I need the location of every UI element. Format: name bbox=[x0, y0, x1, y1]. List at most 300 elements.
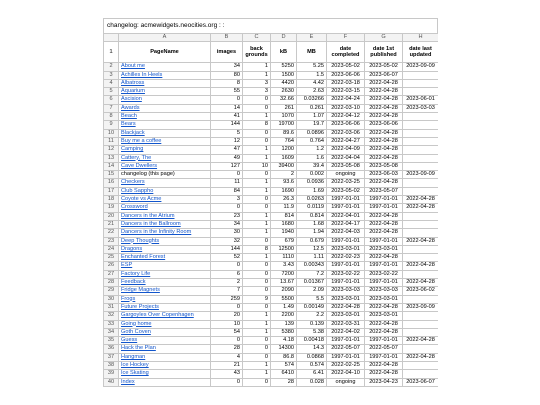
row-number[interactable]: 15 bbox=[104, 171, 119, 179]
backgrounds-cell[interactable]: 0 bbox=[243, 378, 271, 386]
kb-cell[interactable]: 26.3 bbox=[271, 196, 297, 204]
page-link[interactable]: Club Sappho bbox=[121, 187, 154, 194]
header-cell[interactable]: date last updated bbox=[403, 42, 439, 63]
images-cell[interactable]: 80 bbox=[211, 71, 243, 79]
page-link[interactable]: Index bbox=[121, 378, 135, 385]
backgrounds-cell[interactable]: 1 bbox=[243, 212, 271, 220]
page-name-cell[interactable] bbox=[119, 328, 211, 336]
date-first-published-cell[interactable]: 2023-05-08 bbox=[365, 162, 403, 170]
date-completed-cell[interactable]: 1997-01-01 bbox=[327, 262, 365, 270]
page-name-cell[interactable]: changelog (this page) bbox=[119, 171, 211, 179]
header-cell[interactable]: MB bbox=[297, 42, 327, 63]
page-link[interactable]: Cave Dwellers bbox=[121, 162, 158, 169]
date-completed-cell[interactable]: ongoing bbox=[327, 378, 365, 386]
row-number[interactable]: 11 bbox=[104, 137, 119, 145]
backgrounds-cell[interactable]: 1 bbox=[243, 328, 271, 336]
row-number[interactable]: 14 bbox=[104, 162, 119, 170]
page-name-cell[interactable] bbox=[119, 353, 211, 361]
images-cell[interactable]: 32 bbox=[211, 237, 243, 245]
date-completed-cell[interactable]: 2022-04-27 bbox=[327, 137, 365, 145]
kb-cell[interactable]: 11.9 bbox=[271, 204, 297, 212]
row-number[interactable]: 36 bbox=[104, 345, 119, 353]
mb-cell[interactable]: 12.5 bbox=[297, 245, 327, 253]
row-number[interactable]: 12 bbox=[104, 146, 119, 154]
date-completed-cell[interactable]: 2023-03-01 bbox=[327, 295, 365, 303]
kb-cell[interactable]: 1200 bbox=[271, 146, 297, 154]
images-cell[interactable]: 47 bbox=[211, 146, 243, 154]
mb-cell[interactable]: 0.261 bbox=[297, 104, 327, 112]
images-cell[interactable]: 6 bbox=[211, 270, 243, 278]
kb-cell[interactable]: 5380 bbox=[271, 328, 297, 336]
kb-cell[interactable]: 28 bbox=[271, 378, 297, 386]
date-first-published-cell[interactable]: 2022-05-07 bbox=[365, 345, 403, 353]
date-last-updated-cell[interactable] bbox=[403, 245, 439, 253]
page-name-cell[interactable] bbox=[119, 254, 211, 262]
page-name-cell[interactable] bbox=[119, 303, 211, 311]
page-link[interactable]: Hangman bbox=[121, 353, 146, 360]
images-cell[interactable]: 2 bbox=[211, 279, 243, 287]
date-first-published-cell[interactable]: 1997-01-01 bbox=[365, 237, 403, 245]
date-completed-cell[interactable]: 1997-01-01 bbox=[327, 337, 365, 345]
date-last-updated-cell[interactable]: 2023-09-09 bbox=[403, 63, 439, 71]
images-cell[interactable]: 54 bbox=[211, 328, 243, 336]
backgrounds-cell[interactable]: 0 bbox=[243, 196, 271, 204]
date-last-updated-cell[interactable] bbox=[403, 179, 439, 187]
page-link[interactable]: ESP bbox=[121, 262, 133, 269]
mb-cell[interactable]: 1.2 bbox=[297, 146, 327, 154]
mb-cell[interactable]: 1.68 bbox=[297, 220, 327, 228]
header-cell[interactable]: back grounds bbox=[243, 42, 271, 63]
mb-cell[interactable]: 0.00149 bbox=[297, 303, 327, 311]
date-first-published-cell[interactable]: 2022-04-28 bbox=[365, 79, 403, 87]
row-number[interactable]: 20 bbox=[104, 212, 119, 220]
row-number[interactable]: 19 bbox=[104, 204, 119, 212]
images-cell[interactable]: 30 bbox=[211, 229, 243, 237]
backgrounds-cell[interactable]: 1 bbox=[243, 220, 271, 228]
images-cell[interactable]: 5 bbox=[211, 129, 243, 137]
kb-cell[interactable]: 14300 bbox=[271, 345, 297, 353]
backgrounds-cell[interactable]: 0 bbox=[243, 96, 271, 104]
formula-bar[interactable]: changelog: acmewidgets.neocities.org : : bbox=[103, 18, 438, 33]
mb-cell[interactable]: 0.574 bbox=[297, 361, 327, 369]
images-cell[interactable]: 84 bbox=[211, 187, 243, 195]
backgrounds-cell[interactable]: 3 bbox=[243, 88, 271, 96]
date-completed-cell[interactable]: 2022-03-06 bbox=[327, 129, 365, 137]
page-link[interactable]: Bears bbox=[121, 121, 136, 128]
page-name-cell[interactable] bbox=[119, 212, 211, 220]
mb-cell[interactable]: 4.42 bbox=[297, 79, 327, 87]
page-link[interactable]: Ascision bbox=[121, 96, 142, 103]
mb-cell[interactable]: 0.002 bbox=[297, 171, 327, 179]
page-name-cell[interactable] bbox=[119, 137, 211, 145]
date-first-published-cell[interactable]: 2023-03-01 bbox=[365, 312, 403, 320]
row-number[interactable]: 7 bbox=[104, 104, 119, 112]
row-number[interactable]: 22 bbox=[104, 229, 119, 237]
images-cell[interactable]: 259 bbox=[211, 295, 243, 303]
date-first-published-cell[interactable]: 1997-01-01 bbox=[365, 196, 403, 204]
date-completed-cell[interactable]: 2023-03-01 bbox=[327, 312, 365, 320]
row-number[interactable]: 39 bbox=[104, 370, 119, 378]
kb-cell[interactable]: 19700 bbox=[271, 121, 297, 129]
backgrounds-cell[interactable]: 0 bbox=[243, 137, 271, 145]
date-first-published-cell[interactable]: 2022-04-28 bbox=[365, 370, 403, 378]
date-last-updated-cell[interactable]: 2022-04-28 bbox=[403, 353, 439, 361]
mb-cell[interactable]: 6.41 bbox=[297, 370, 327, 378]
row-number[interactable]: 38 bbox=[104, 361, 119, 369]
backgrounds-cell[interactable]: 1 bbox=[243, 71, 271, 79]
date-last-updated-cell[interactable]: 2023-09-09 bbox=[403, 171, 439, 179]
page-name-cell[interactable] bbox=[119, 237, 211, 245]
row-number[interactable]: 10 bbox=[104, 129, 119, 137]
kb-cell[interactable]: 12500 bbox=[271, 245, 297, 253]
row-number[interactable]: 4 bbox=[104, 79, 119, 87]
date-last-updated-cell[interactable] bbox=[403, 361, 439, 369]
backgrounds-cell[interactable]: 1 bbox=[243, 370, 271, 378]
header-cell[interactable]: images bbox=[211, 42, 243, 63]
date-first-published-cell[interactable]: 2022-04-28 bbox=[365, 328, 403, 336]
row-number[interactable]: 24 bbox=[104, 245, 119, 253]
row-number[interactable]: 25 bbox=[104, 254, 119, 262]
row-number[interactable]: 21 bbox=[104, 220, 119, 228]
backgrounds-cell[interactable]: 9 bbox=[243, 295, 271, 303]
page-name-cell[interactable] bbox=[119, 96, 211, 104]
date-first-published-cell[interactable]: 1997-01-01 bbox=[365, 262, 403, 270]
date-first-published-cell[interactable]: 2022-04-28 bbox=[365, 320, 403, 328]
backgrounds-cell[interactable]: 0 bbox=[243, 270, 271, 278]
page-link[interactable]: Gargoyles Over Copenhagen bbox=[121, 312, 194, 319]
page-name-cell[interactable] bbox=[119, 320, 211, 328]
backgrounds-cell[interactable]: 1 bbox=[243, 154, 271, 162]
row-number[interactable]: 9 bbox=[104, 121, 119, 129]
page-link[interactable]: Dancers in the Infinity Room bbox=[121, 229, 192, 236]
images-cell[interactable]: 3 bbox=[211, 196, 243, 204]
mb-cell[interactable]: 0.03266 bbox=[297, 96, 327, 104]
row-number[interactable]: 17 bbox=[104, 187, 119, 195]
images-cell[interactable]: 34 bbox=[211, 63, 243, 71]
mb-cell[interactable]: 5.38 bbox=[297, 328, 327, 336]
date-last-updated-cell[interactable]: 2023-06-02 bbox=[403, 287, 439, 295]
mb-cell[interactable]: 7.2 bbox=[297, 270, 327, 278]
date-last-updated-cell[interactable]: 2022-04-28 bbox=[403, 279, 439, 287]
page-name-cell[interactable] bbox=[119, 113, 211, 121]
mb-cell[interactable]: 1.94 bbox=[297, 229, 327, 237]
date-completed-cell[interactable]: 2022-04-09 bbox=[327, 146, 365, 154]
date-first-published-cell[interactable]: 1997-01-01 bbox=[365, 353, 403, 361]
kb-cell[interactable]: 1690 bbox=[271, 187, 297, 195]
images-cell[interactable]: 0 bbox=[211, 378, 243, 386]
kb-cell[interactable]: 261 bbox=[271, 104, 297, 112]
date-first-published-cell[interactable]: 2022-04-28 bbox=[365, 229, 403, 237]
date-first-published-cell[interactable]: 2022-04-28 bbox=[365, 137, 403, 145]
date-first-published-cell[interactable]: 2023-05-07 bbox=[365, 187, 403, 195]
row-number[interactable]: 18 bbox=[104, 196, 119, 204]
date-last-updated-cell[interactable]: 2022-04-28 bbox=[403, 204, 439, 212]
kb-cell[interactable]: 93.6 bbox=[271, 179, 297, 187]
kb-cell[interactable]: 764 bbox=[271, 137, 297, 145]
page-link[interactable]: Aquarium bbox=[121, 88, 145, 95]
images-cell[interactable]: 0 bbox=[211, 96, 243, 104]
page-link[interactable]: Beach bbox=[121, 113, 137, 120]
date-completed-cell[interactable]: 2022-03-25 bbox=[327, 179, 365, 187]
date-first-published-cell[interactable]: 2023-06-07 bbox=[365, 71, 403, 79]
date-completed-cell[interactable]: 1997-01-01 bbox=[327, 196, 365, 204]
row-number[interactable]: 37 bbox=[104, 353, 119, 361]
images-cell[interactable]: 127 bbox=[211, 162, 243, 170]
page-link[interactable]: Deep Thoughts bbox=[121, 237, 160, 244]
page-link[interactable]: Going home bbox=[121, 320, 152, 327]
page-name-cell[interactable] bbox=[119, 104, 211, 112]
mb-cell[interactable]: 0.00418 bbox=[297, 337, 327, 345]
page-name-cell[interactable] bbox=[119, 187, 211, 195]
page-link[interactable]: Hack the Plan bbox=[121, 345, 156, 352]
date-last-updated-cell[interactable] bbox=[403, 220, 439, 228]
images-cell[interactable]: 55 bbox=[211, 88, 243, 96]
mb-cell[interactable]: 0.764 bbox=[297, 137, 327, 145]
date-completed-cell[interactable]: 1997-01-01 bbox=[327, 237, 365, 245]
date-completed-cell[interactable]: 2022-03-18 bbox=[327, 79, 365, 87]
date-last-updated-cell[interactable] bbox=[403, 328, 439, 336]
backgrounds-cell[interactable]: 0 bbox=[243, 129, 271, 137]
page-link[interactable]: Buy me a coffee bbox=[121, 137, 162, 144]
page-name-cell[interactable] bbox=[119, 378, 211, 386]
backgrounds-cell[interactable]: 1 bbox=[243, 320, 271, 328]
column-letter-e[interactable]: E bbox=[297, 34, 327, 42]
page-name-cell[interactable] bbox=[119, 229, 211, 237]
date-completed-cell[interactable]: 2022-03-10 bbox=[327, 104, 365, 112]
date-last-updated-cell[interactable] bbox=[403, 79, 439, 87]
images-cell[interactable]: 4 bbox=[211, 353, 243, 361]
header-cell[interactable]: kB bbox=[271, 42, 297, 63]
date-last-updated-cell[interactable] bbox=[403, 312, 439, 320]
images-cell[interactable]: 8 bbox=[211, 79, 243, 87]
row-number[interactable]: 31 bbox=[104, 303, 119, 311]
date-completed-cell[interactable]: 2022-05-07 bbox=[327, 345, 365, 353]
page-link[interactable]: Enchanted Forest bbox=[121, 254, 166, 261]
row-number[interactable]: 40 bbox=[104, 378, 119, 386]
kb-cell[interactable]: 3.43 bbox=[271, 262, 297, 270]
backgrounds-cell[interactable]: 0 bbox=[243, 303, 271, 311]
page-name-cell[interactable] bbox=[119, 63, 211, 71]
date-last-updated-cell[interactable] bbox=[403, 88, 439, 96]
date-first-published-cell[interactable]: 2022-04-28 bbox=[365, 104, 403, 112]
date-first-published-cell[interactable]: 2023-05-02 bbox=[365, 63, 403, 71]
date-last-updated-cell[interactable] bbox=[403, 254, 439, 262]
date-completed-cell[interactable]: 2022-03-15 bbox=[327, 88, 365, 96]
mb-cell[interactable]: 1.5 bbox=[297, 71, 327, 79]
date-completed-cell[interactable]: 2023-05-02 bbox=[327, 187, 365, 195]
page-name-cell[interactable] bbox=[119, 146, 211, 154]
date-completed-cell[interactable]: 2023-05-02 bbox=[327, 63, 365, 71]
date-last-updated-cell[interactable]: 2023-06-07 bbox=[403, 378, 439, 386]
backgrounds-cell[interactable]: 0 bbox=[243, 171, 271, 179]
kb-cell[interactable]: 2090 bbox=[271, 287, 297, 295]
kb-cell[interactable]: 13.67 bbox=[271, 279, 297, 287]
page-name-cell[interactable] bbox=[119, 312, 211, 320]
kb-cell[interactable]: 1609 bbox=[271, 154, 297, 162]
backgrounds-cell[interactable]: 1 bbox=[243, 113, 271, 121]
header-cell[interactable]: PageName bbox=[119, 42, 211, 63]
date-last-updated-cell[interactable]: 2022-04-28 bbox=[403, 262, 439, 270]
images-cell[interactable]: 14 bbox=[211, 104, 243, 112]
date-completed-cell[interactable]: 2022-04-17 bbox=[327, 220, 365, 228]
page-link[interactable]: Crossword bbox=[121, 204, 148, 211]
date-last-updated-cell[interactable] bbox=[403, 229, 439, 237]
column-letter-d[interactable]: D bbox=[271, 34, 297, 42]
date-last-updated-cell[interactable] bbox=[403, 146, 439, 154]
row-number[interactable]: 35 bbox=[104, 337, 119, 345]
backgrounds-cell[interactable]: 3 bbox=[243, 79, 271, 87]
row-number[interactable]: 32 bbox=[104, 312, 119, 320]
kb-cell[interactable]: 1940 bbox=[271, 229, 297, 237]
backgrounds-cell[interactable]: 0 bbox=[243, 237, 271, 245]
date-last-updated-cell[interactable]: 2023-09-09 bbox=[403, 303, 439, 311]
mb-cell[interactable]: 0.0868 bbox=[297, 353, 327, 361]
page-name-cell[interactable] bbox=[119, 370, 211, 378]
mb-cell[interactable]: 0.679 bbox=[297, 237, 327, 245]
backgrounds-cell[interactable]: 0 bbox=[243, 204, 271, 212]
date-last-updated-cell[interactable] bbox=[403, 71, 439, 79]
date-last-updated-cell[interactable]: 2022-04-28 bbox=[403, 237, 439, 245]
kb-cell[interactable]: 2 bbox=[271, 171, 297, 179]
kb-cell[interactable]: 39400 bbox=[271, 162, 297, 170]
column-letter-c[interactable]: C bbox=[243, 34, 271, 42]
page-name-cell[interactable] bbox=[119, 204, 211, 212]
page-link[interactable]: About me bbox=[121, 63, 145, 70]
row-number[interactable]: 28 bbox=[104, 279, 119, 287]
images-cell[interactable]: 7 bbox=[211, 287, 243, 295]
page-link[interactable]: Dancers in the Atrium bbox=[121, 212, 175, 219]
images-cell[interactable]: 0 bbox=[211, 337, 243, 345]
mb-cell[interactable]: 0.0896 bbox=[297, 129, 327, 137]
date-first-published-cell[interactable]: 2022-04-28 bbox=[365, 96, 403, 104]
page-name-cell[interactable] bbox=[119, 279, 211, 287]
date-first-published-cell[interactable]: 2022-04-28 bbox=[365, 113, 403, 121]
kb-cell[interactable]: 1110 bbox=[271, 254, 297, 262]
images-cell[interactable]: 0 bbox=[211, 171, 243, 179]
page-link[interactable]: Goth Coven bbox=[121, 328, 151, 335]
backgrounds-cell[interactable]: 0 bbox=[243, 337, 271, 345]
mb-cell[interactable]: 0.01367 bbox=[297, 279, 327, 287]
date-first-published-cell[interactable]: 1997-01-01 bbox=[365, 337, 403, 345]
page-name-cell[interactable] bbox=[119, 121, 211, 129]
row-number[interactable]: 16 bbox=[104, 179, 119, 187]
date-completed-cell[interactable]: 2023-05-08 bbox=[327, 162, 365, 170]
images-cell[interactable]: 21 bbox=[211, 361, 243, 369]
kb-cell[interactable]: 5500 bbox=[271, 295, 297, 303]
images-cell[interactable]: 41 bbox=[211, 113, 243, 121]
mb-cell[interactable]: 5.5 bbox=[297, 295, 327, 303]
mb-cell[interactable]: 1.6 bbox=[297, 154, 327, 162]
date-first-published-cell[interactable]: 1997-01-01 bbox=[365, 204, 403, 212]
row-number[interactable]: 13 bbox=[104, 154, 119, 162]
date-completed-cell[interactable]: 2022-04-10 bbox=[327, 370, 365, 378]
row-number[interactable]: 3 bbox=[104, 71, 119, 79]
mb-cell[interactable]: 0.814 bbox=[297, 212, 327, 220]
mb-cell[interactable]: 1.11 bbox=[297, 254, 327, 262]
backgrounds-cell[interactable]: 1 bbox=[243, 63, 271, 71]
row-number[interactable]: 8 bbox=[104, 113, 119, 121]
page-link[interactable]: Checkers bbox=[121, 179, 145, 186]
page-link[interactable]: Factory Life bbox=[121, 270, 151, 277]
date-first-published-cell[interactable]: 2022-04-28 bbox=[365, 88, 403, 96]
backgrounds-cell[interactable]: 1 bbox=[243, 229, 271, 237]
images-cell[interactable]: 0 bbox=[211, 204, 243, 212]
date-first-published-cell[interactable]: 1997-01-01 bbox=[365, 279, 403, 287]
kb-cell[interactable]: 574 bbox=[271, 361, 297, 369]
date-last-updated-cell[interactable] bbox=[403, 154, 439, 162]
mb-cell[interactable]: 0.0936 bbox=[297, 179, 327, 187]
date-first-published-cell[interactable]: 2022-04-28 bbox=[365, 146, 403, 154]
kb-cell[interactable]: 32.66 bbox=[271, 96, 297, 104]
page-name-cell[interactable] bbox=[119, 287, 211, 295]
images-cell[interactable]: 11 bbox=[211, 179, 243, 187]
page-name-cell[interactable] bbox=[119, 337, 211, 345]
row-number[interactable]: 33 bbox=[104, 320, 119, 328]
images-cell[interactable]: 144 bbox=[211, 121, 243, 129]
date-first-published-cell[interactable]: 2022-04-28 bbox=[365, 254, 403, 262]
date-completed-cell[interactable]: 2023-02-22 bbox=[327, 270, 365, 278]
corner-cell[interactable] bbox=[104, 34, 119, 42]
date-completed-cell[interactable]: 2022-04-01 bbox=[327, 212, 365, 220]
date-completed-cell[interactable]: 2022-02-25 bbox=[327, 361, 365, 369]
kb-cell[interactable]: 7200 bbox=[271, 270, 297, 278]
date-completed-cell[interactable]: 2022-04-24 bbox=[327, 96, 365, 104]
date-first-published-cell[interactable]: 2023-03-03 bbox=[365, 287, 403, 295]
column-letter-g[interactable]: G bbox=[365, 34, 403, 42]
date-first-published-cell[interactable]: 2023-04-23 bbox=[365, 378, 403, 386]
images-cell[interactable]: 43 bbox=[211, 370, 243, 378]
page-link[interactable]: Dancers in the Ballroom bbox=[121, 220, 181, 227]
backgrounds-cell[interactable]: 0 bbox=[243, 262, 271, 270]
date-completed-cell[interactable]: 1997-01-01 bbox=[327, 353, 365, 361]
date-completed-cell[interactable]: 2022-04-03 bbox=[327, 229, 365, 237]
page-name-cell[interactable] bbox=[119, 245, 211, 253]
backgrounds-cell[interactable]: 0 bbox=[243, 104, 271, 112]
backgrounds-cell[interactable]: 1 bbox=[243, 312, 271, 320]
kb-cell[interactable]: 139 bbox=[271, 320, 297, 328]
page-name-cell[interactable] bbox=[119, 345, 211, 353]
mb-cell[interactable]: 19.7 bbox=[297, 121, 327, 129]
date-last-updated-cell[interactable]: 2022-04-28 bbox=[403, 337, 439, 345]
page-link[interactable]: Dragons bbox=[121, 245, 143, 252]
page-link[interactable]: Fridge Magnets bbox=[121, 287, 160, 294]
date-last-updated-cell[interactable] bbox=[403, 137, 439, 145]
date-completed-cell[interactable]: 1997-01-01 bbox=[327, 279, 365, 287]
page-name-cell[interactable] bbox=[119, 88, 211, 96]
page-name-cell[interactable] bbox=[119, 295, 211, 303]
date-completed-cell[interactable]: 2022-02-23 bbox=[327, 254, 365, 262]
date-completed-cell[interactable]: 2022-03-31 bbox=[327, 320, 365, 328]
page-name-cell[interactable] bbox=[119, 162, 211, 170]
date-completed-cell[interactable]: 2022-04-12 bbox=[327, 113, 365, 121]
date-last-updated-cell[interactable] bbox=[403, 129, 439, 137]
backgrounds-cell[interactable]: 1 bbox=[243, 187, 271, 195]
backgrounds-cell[interactable]: 0 bbox=[243, 345, 271, 353]
date-first-published-cell[interactable]: 2023-03-01 bbox=[365, 245, 403, 253]
kb-cell[interactable]: 4420 bbox=[271, 79, 297, 87]
header-cell[interactable]: date 1st published bbox=[365, 42, 403, 63]
kb-cell[interactable]: 2200 bbox=[271, 312, 297, 320]
date-completed-cell[interactable]: 2022-04-02 bbox=[327, 328, 365, 336]
images-cell[interactable]: 10 bbox=[211, 320, 243, 328]
row-number[interactable]: 23 bbox=[104, 237, 119, 245]
page-name-cell[interactable] bbox=[119, 79, 211, 87]
page-name-cell[interactable] bbox=[119, 179, 211, 187]
page-name-cell[interactable] bbox=[119, 154, 211, 162]
images-cell[interactable]: 0 bbox=[211, 262, 243, 270]
date-last-updated-cell[interactable]: 2023-06-01 bbox=[403, 96, 439, 104]
kb-cell[interactable]: 4.18 bbox=[271, 337, 297, 345]
